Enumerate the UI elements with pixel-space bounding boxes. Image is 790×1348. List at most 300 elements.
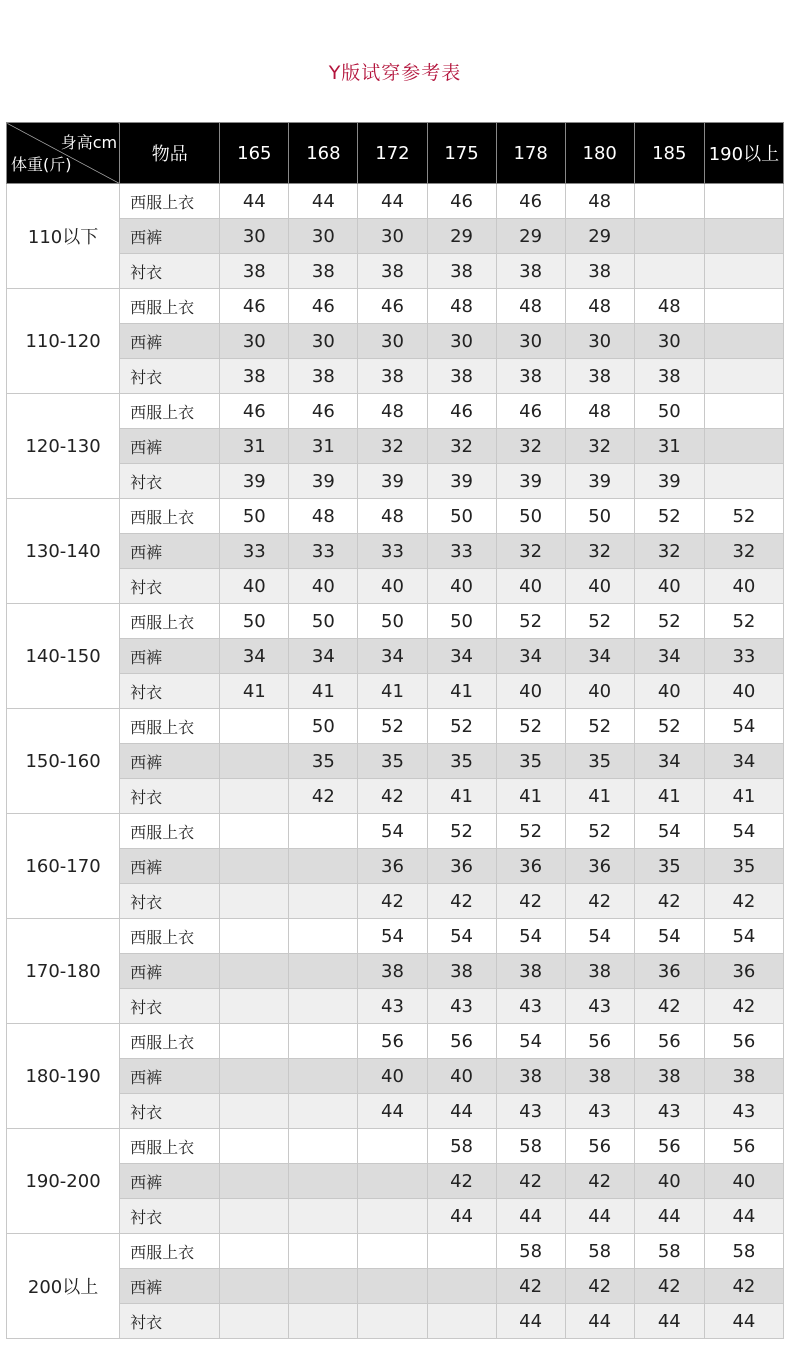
table-row	[7, 499, 784, 534]
size-cell: 50	[220, 499, 289, 534]
size-cell	[358, 1199, 427, 1234]
size-cell: 41	[358, 674, 427, 709]
size-cell: 38	[496, 1059, 565, 1094]
size-cell: 36	[704, 954, 783, 989]
table-row	[7, 1094, 784, 1129]
size-cell: 42	[358, 884, 427, 919]
size-cell: 40	[634, 569, 704, 604]
size-cell	[704, 429, 783, 464]
size-cell: 58	[496, 1234, 565, 1269]
size-cell: 44	[704, 1304, 783, 1339]
size-cell	[289, 1129, 358, 1164]
size-cell: 56	[634, 1024, 704, 1059]
size-cell: 40	[704, 569, 783, 604]
size-cell: 30	[220, 219, 289, 254]
size-cell: 50	[220, 604, 289, 639]
item-cell: 西裤	[120, 849, 220, 884]
size-cell: 36	[427, 849, 496, 884]
size-cell: 52	[565, 604, 634, 639]
size-cell: 34	[289, 639, 358, 674]
item-cell: 西服上衣	[120, 919, 220, 954]
size-cell: 54	[427, 919, 496, 954]
size-cell: 35	[289, 744, 358, 779]
size-cell: 42	[496, 1269, 565, 1304]
item-cell: 西裤	[120, 324, 220, 359]
table-row	[7, 569, 784, 604]
size-cell: 42	[704, 989, 783, 1024]
size-cell	[704, 464, 783, 499]
item-cell: 衬衣	[120, 779, 220, 814]
size-cell: 38	[427, 359, 496, 394]
table-row	[7, 639, 784, 674]
size-cell	[704, 324, 783, 359]
size-cell: 40	[634, 1164, 704, 1199]
size-cell: 43	[496, 1094, 565, 1129]
size-cell: 52	[634, 709, 704, 744]
table-row	[7, 919, 784, 954]
item-cell: 衬衣	[120, 254, 220, 289]
weight-range-cell: 150-160	[7, 709, 120, 814]
size-cell	[427, 1234, 496, 1269]
item-cell: 衬衣	[120, 884, 220, 919]
size-cell: 46	[289, 289, 358, 324]
item-cell: 西服上衣	[120, 709, 220, 744]
table-row	[7, 814, 784, 849]
size-cell: 39	[220, 464, 289, 499]
size-cell: 30	[220, 324, 289, 359]
size-cell: 58	[704, 1234, 783, 1269]
size-cell: 38	[358, 254, 427, 289]
size-cell: 56	[704, 1129, 783, 1164]
table-row	[7, 709, 784, 744]
size-cell: 44	[634, 1199, 704, 1234]
item-cell: 西裤	[120, 1164, 220, 1199]
size-cell: 46	[496, 184, 565, 219]
size-cell: 56	[427, 1024, 496, 1059]
size-cell	[358, 1304, 427, 1339]
table-row	[7, 604, 784, 639]
table-row	[7, 1199, 784, 1234]
item-cell: 衬衣	[120, 464, 220, 499]
size-cell	[289, 1269, 358, 1304]
size-cell: 46	[220, 394, 289, 429]
size-cell: 36	[634, 954, 704, 989]
size-cell: 54	[358, 919, 427, 954]
size-cell: 31	[220, 429, 289, 464]
size-cell: 43	[496, 989, 565, 1024]
size-cell: 42	[496, 1164, 565, 1199]
size-cell: 50	[289, 709, 358, 744]
size-cell	[704, 359, 783, 394]
size-cell: 42	[634, 1269, 704, 1304]
size-cell	[289, 1024, 358, 1059]
size-cell: 46	[427, 184, 496, 219]
size-cell	[220, 954, 289, 989]
size-cell: 50	[634, 394, 704, 429]
size-cell: 41	[220, 674, 289, 709]
size-cell	[289, 1164, 358, 1199]
size-cell: 56	[704, 1024, 783, 1059]
size-cell	[427, 1269, 496, 1304]
size-cell: 29	[565, 219, 634, 254]
size-cell: 35	[704, 849, 783, 884]
table-row	[7, 1269, 784, 1304]
size-cell: 31	[634, 429, 704, 464]
size-cell: 36	[496, 849, 565, 884]
size-cell: 54	[565, 919, 634, 954]
size-cell: 41	[427, 674, 496, 709]
size-cell: 35	[358, 744, 427, 779]
corner-header-cell	[7, 123, 120, 184]
size-cell	[289, 1234, 358, 1269]
size-cell: 38	[427, 954, 496, 989]
size-cell	[704, 254, 783, 289]
size-cell: 43	[427, 989, 496, 1024]
size-cell: 48	[358, 394, 427, 429]
size-cell	[704, 219, 783, 254]
table-row	[7, 359, 784, 394]
size-cell	[289, 1094, 358, 1129]
size-cell	[220, 1059, 289, 1094]
table-row	[7, 429, 784, 464]
size-cell: 42	[496, 884, 565, 919]
height-header: 165	[220, 123, 289, 184]
size-cell: 54	[704, 814, 783, 849]
size-cell: 46	[289, 394, 358, 429]
size-cell: 38	[565, 954, 634, 989]
size-cell	[704, 289, 783, 324]
table-row	[7, 1129, 784, 1164]
size-cell: 54	[704, 919, 783, 954]
size-cell: 44	[565, 1304, 634, 1339]
size-cell: 48	[496, 289, 565, 324]
size-cell	[289, 1304, 358, 1339]
size-cell: 31	[289, 429, 358, 464]
size-cell: 43	[358, 989, 427, 1024]
item-cell: 西服上衣	[120, 1129, 220, 1164]
size-reference-table	[6, 122, 784, 1339]
size-cell: 34	[634, 639, 704, 674]
table-row	[7, 394, 784, 429]
size-cell: 42	[358, 779, 427, 814]
weight-range-cell: 180-190	[7, 1024, 120, 1129]
size-cell: 33	[289, 534, 358, 569]
size-cell: 30	[634, 324, 704, 359]
height-header: 190以上	[704, 123, 783, 184]
size-cell	[358, 1164, 427, 1199]
size-cell: 44	[704, 1199, 783, 1234]
table-row	[7, 464, 784, 499]
size-cell: 38	[289, 254, 358, 289]
size-cell: 46	[358, 289, 427, 324]
size-cell: 34	[358, 639, 427, 674]
size-cell: 40	[289, 569, 358, 604]
size-cell	[220, 1199, 289, 1234]
size-cell: 34	[496, 639, 565, 674]
size-cell: 42	[565, 884, 634, 919]
size-cell: 44	[496, 1199, 565, 1234]
item-cell: 衬衣	[120, 674, 220, 709]
size-cell: 44	[358, 1094, 427, 1129]
size-cell	[289, 1199, 358, 1234]
size-cell	[704, 184, 783, 219]
size-cell: 38	[496, 954, 565, 989]
weight-range-cell: 140-150	[7, 604, 120, 709]
size-cell	[220, 779, 289, 814]
size-cell: 44	[565, 1199, 634, 1234]
size-cell: 50	[496, 499, 565, 534]
size-cell	[220, 884, 289, 919]
size-cell: 56	[565, 1024, 634, 1059]
size-cell: 40	[634, 674, 704, 709]
size-cell: 41	[704, 779, 783, 814]
table-row	[7, 1234, 784, 1269]
size-cell: 52	[358, 709, 427, 744]
size-cell: 38	[220, 359, 289, 394]
size-cell: 48	[289, 499, 358, 534]
size-cell	[289, 849, 358, 884]
height-header: 185	[634, 123, 704, 184]
table-row	[7, 779, 784, 814]
size-cell: 36	[358, 849, 427, 884]
size-cell: 35	[427, 744, 496, 779]
size-cell: 30	[565, 324, 634, 359]
size-cell	[220, 919, 289, 954]
height-header: 175	[427, 123, 496, 184]
size-cell: 42	[565, 1269, 634, 1304]
size-cell: 42	[634, 989, 704, 1024]
size-cell: 56	[358, 1024, 427, 1059]
size-cell: 39	[496, 464, 565, 499]
size-cell: 30	[496, 324, 565, 359]
size-cell: 50	[289, 604, 358, 639]
size-cell: 38	[565, 359, 634, 394]
table-row	[7, 744, 784, 779]
size-cell	[289, 1059, 358, 1094]
table-row	[7, 289, 784, 324]
size-cell: 52	[427, 709, 496, 744]
weight-range-cell: 200以上	[7, 1234, 120, 1339]
item-cell: 西服上衣	[120, 184, 220, 219]
size-cell: 38	[565, 254, 634, 289]
size-cell: 42	[634, 884, 704, 919]
size-cell: 29	[427, 219, 496, 254]
size-cell: 38	[565, 1059, 634, 1094]
size-cell: 38	[220, 254, 289, 289]
size-cell	[220, 1094, 289, 1129]
item-cell: 西服上衣	[120, 289, 220, 324]
size-cell: 50	[358, 604, 427, 639]
size-cell	[634, 219, 704, 254]
size-cell: 58	[496, 1129, 565, 1164]
size-cell: 33	[704, 639, 783, 674]
size-cell: 44	[427, 1199, 496, 1234]
size-cell	[220, 1269, 289, 1304]
size-cell: 52	[496, 709, 565, 744]
size-cell: 58	[565, 1234, 634, 1269]
size-cell: 30	[289, 219, 358, 254]
size-cell	[358, 1129, 427, 1164]
size-cell: 42	[704, 1269, 783, 1304]
size-cell: 34	[634, 744, 704, 779]
size-cell: 38	[634, 1059, 704, 1094]
size-cell: 43	[565, 989, 634, 1024]
size-cell: 54	[634, 814, 704, 849]
size-cell: 32	[427, 429, 496, 464]
size-cell: 42	[427, 1164, 496, 1199]
size-cell: 52	[704, 604, 783, 639]
table-row	[7, 954, 784, 989]
size-cell: 44	[220, 184, 289, 219]
item-cell: 衬衣	[120, 989, 220, 1024]
item-cell: 西裤	[120, 954, 220, 989]
size-cell: 46	[496, 394, 565, 429]
size-cell	[289, 814, 358, 849]
table-row	[7, 884, 784, 919]
item-cell: 衬衣	[120, 1304, 220, 1339]
size-cell: 30	[289, 324, 358, 359]
size-cell: 54	[496, 1024, 565, 1059]
size-cell: 44	[427, 1094, 496, 1129]
size-cell: 29	[496, 219, 565, 254]
size-cell: 38	[496, 254, 565, 289]
size-cell: 52	[427, 814, 496, 849]
item-cell: 西裤	[120, 639, 220, 674]
size-cell: 36	[565, 849, 634, 884]
size-cell: 40	[358, 569, 427, 604]
size-cell: 40	[220, 569, 289, 604]
table-row	[7, 254, 784, 289]
size-cell	[358, 1269, 427, 1304]
size-cell: 40	[704, 674, 783, 709]
size-cell: 44	[496, 1304, 565, 1339]
size-cell	[289, 954, 358, 989]
size-cell: 39	[634, 464, 704, 499]
size-cell: 40	[496, 674, 565, 709]
height-header: 172	[358, 123, 427, 184]
size-cell	[220, 1129, 289, 1164]
size-cell: 48	[634, 289, 704, 324]
size-cell	[289, 884, 358, 919]
size-cell: 32	[496, 429, 565, 464]
size-cell: 48	[358, 499, 427, 534]
item-cell: 西裤	[120, 1059, 220, 1094]
size-cell	[634, 254, 704, 289]
weight-range-cell: 190-200	[7, 1129, 120, 1234]
size-cell: 38	[358, 359, 427, 394]
size-cell: 52	[565, 814, 634, 849]
size-cell: 43	[704, 1094, 783, 1129]
height-axis-label: 身高cm	[60, 133, 118, 152]
weight-axis-label: 体重(斤)	[11, 155, 72, 174]
table-row	[7, 1304, 784, 1339]
size-cell: 44	[634, 1304, 704, 1339]
table-row	[7, 989, 784, 1024]
size-cell: 52	[634, 499, 704, 534]
size-cell: 48	[565, 184, 634, 219]
size-cell: 58	[634, 1234, 704, 1269]
size-cell: 33	[427, 534, 496, 569]
size-cell	[220, 989, 289, 1024]
size-cell: 48	[565, 289, 634, 324]
size-cell: 46	[427, 394, 496, 429]
size-cell: 34	[704, 744, 783, 779]
size-cell: 40	[496, 569, 565, 604]
size-cell: 43	[634, 1094, 704, 1129]
size-cell: 32	[634, 534, 704, 569]
size-cell	[220, 1024, 289, 1059]
size-cell: 38	[358, 954, 427, 989]
size-cell	[220, 814, 289, 849]
item-cell: 西服上衣	[120, 1234, 220, 1269]
size-cell: 39	[358, 464, 427, 499]
size-cell: 34	[565, 639, 634, 674]
size-cell: 54	[634, 919, 704, 954]
size-cell: 58	[427, 1129, 496, 1164]
size-cell	[289, 989, 358, 1024]
size-cell: 52	[496, 814, 565, 849]
item-cell: 西裤	[120, 534, 220, 569]
size-cell: 33	[358, 534, 427, 569]
item-cell: 西裤	[120, 219, 220, 254]
item-cell: 西裤	[120, 429, 220, 464]
weight-range-cell: 170-180	[7, 919, 120, 1024]
item-cell: 衬衣	[120, 1094, 220, 1129]
height-header: 180	[565, 123, 634, 184]
size-cell: 44	[358, 184, 427, 219]
size-cell: 35	[496, 744, 565, 779]
item-cell: 西裤	[120, 744, 220, 779]
item-cell: 西服上衣	[120, 499, 220, 534]
table-row	[7, 219, 784, 254]
size-cell: 48	[427, 289, 496, 324]
item-cell: 西服上衣	[120, 1024, 220, 1059]
size-cell: 41	[565, 779, 634, 814]
size-cell: 38	[634, 359, 704, 394]
size-cell: 52	[634, 604, 704, 639]
size-cell	[634, 184, 704, 219]
size-cell: 39	[427, 464, 496, 499]
size-cell: 52	[496, 604, 565, 639]
size-cell: 56	[634, 1129, 704, 1164]
size-cell: 38	[289, 359, 358, 394]
item-cell: 衬衣	[120, 1199, 220, 1234]
size-cell: 32	[496, 534, 565, 569]
size-cell: 48	[565, 394, 634, 429]
size-cell: 34	[220, 639, 289, 674]
table-row	[7, 184, 784, 219]
page-title: Y版试穿参考表	[328, 62, 462, 84]
weight-range-cell: 110以下	[7, 184, 120, 289]
size-cell: 40	[358, 1059, 427, 1094]
size-cell: 32	[565, 534, 634, 569]
size-cell: 54	[358, 814, 427, 849]
size-cell	[704, 394, 783, 429]
size-cell: 39	[289, 464, 358, 499]
size-cell: 39	[565, 464, 634, 499]
table-row	[7, 674, 784, 709]
table-row	[7, 534, 784, 569]
size-cell: 40	[565, 569, 634, 604]
size-cell	[220, 709, 289, 744]
item-cell: 西服上衣	[120, 394, 220, 429]
item-header: 物品	[120, 123, 220, 184]
size-cell: 52	[565, 709, 634, 744]
size-cell: 38	[496, 359, 565, 394]
size-cell	[220, 744, 289, 779]
size-cell: 38	[427, 254, 496, 289]
size-cell	[220, 1234, 289, 1269]
